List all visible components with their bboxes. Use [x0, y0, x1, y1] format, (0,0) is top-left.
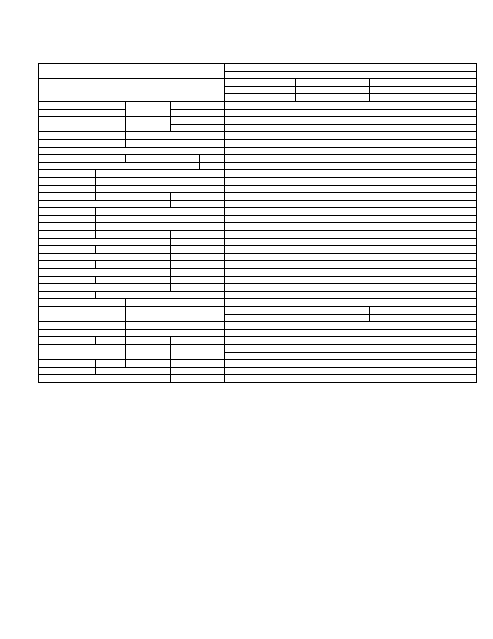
- row-value: [225, 64, 477, 72]
- table-row: [39, 269, 477, 277]
- dim-header: [370, 79, 477, 87]
- table-row: [39, 261, 477, 269]
- table-row: [39, 162, 477, 170]
- dim-value: [370, 86, 477, 94]
- row-label: [96, 185, 225, 193]
- row-value: [225, 246, 477, 254]
- row-value: [225, 177, 477, 185]
- row-value: [225, 314, 370, 322]
- row-label: [96, 223, 225, 231]
- row-label: [126, 344, 171, 359]
- row-value: [225, 124, 477, 132]
- table-row: [39, 322, 477, 330]
- table-row: [39, 375, 477, 383]
- row-label: [39, 170, 96, 178]
- row-label: [39, 132, 126, 140]
- table-row: [39, 200, 477, 208]
- table-row: [39, 307, 477, 315]
- row-value: [225, 223, 477, 231]
- row-value: [225, 215, 477, 223]
- row-label: [126, 322, 225, 330]
- row-label: [126, 299, 225, 307]
- row-label: [96, 215, 225, 223]
- row-value: [225, 253, 477, 261]
- row-value: [225, 101, 477, 109]
- table-row: [39, 276, 477, 284]
- row-label: [126, 155, 200, 163]
- row-label: [96, 208, 225, 216]
- row-label: [96, 246, 171, 254]
- table-row: [39, 64, 477, 72]
- row-label: [39, 246, 96, 254]
- row-value: [225, 109, 477, 117]
- row-value: [225, 71, 477, 79]
- row-value: [225, 337, 477, 345]
- table-row: [39, 139, 477, 147]
- row-label: [96, 337, 126, 345]
- row-value: [225, 155, 477, 163]
- table-row: [39, 344, 477, 352]
- table-row: [39, 79, 477, 87]
- row-value: [225, 291, 477, 299]
- row-value: [370, 314, 477, 322]
- row-label: [171, 200, 225, 208]
- row-label: [200, 155, 225, 163]
- row-value: [225, 284, 477, 292]
- table-row: [39, 101, 477, 109]
- row-label: [126, 117, 171, 132]
- dim-value: [225, 94, 296, 102]
- row-value: [225, 375, 477, 383]
- row-label: [171, 231, 225, 239]
- table-row: [39, 238, 477, 246]
- row-value: [225, 269, 477, 277]
- row-label: [171, 276, 225, 284]
- table-row: [39, 231, 477, 239]
- row-label: [39, 360, 96, 368]
- row-label: [171, 360, 225, 368]
- table-row: [39, 117, 477, 125]
- row-label: [171, 337, 225, 345]
- row-value: [225, 367, 477, 375]
- row-label: [96, 177, 225, 185]
- row-label: [39, 64, 225, 79]
- row-value: [225, 276, 477, 284]
- row-label: [96, 231, 171, 239]
- table-row: [39, 337, 477, 345]
- row-value: [225, 329, 477, 337]
- row-label: [96, 261, 171, 269]
- table-row: [39, 223, 477, 231]
- row-label: [126, 101, 171, 116]
- row-value: [370, 307, 477, 315]
- row-label: [96, 291, 225, 299]
- row-value: [225, 307, 370, 315]
- row-label: [171, 367, 225, 375]
- dim-value: [296, 94, 370, 102]
- row-label: [39, 139, 126, 147]
- table-row: [39, 208, 477, 216]
- row-value: [225, 208, 477, 216]
- table-row: [39, 329, 477, 337]
- row-value: [225, 352, 477, 360]
- row-label: [96, 276, 171, 284]
- table-row: [39, 253, 477, 261]
- row-label: [96, 170, 225, 178]
- table-row: [39, 185, 477, 193]
- row-value: [225, 299, 477, 307]
- table-row: [39, 367, 477, 375]
- row-label: [39, 261, 96, 269]
- row-value: [225, 360, 477, 368]
- row-value: [225, 322, 477, 330]
- table-row: [39, 291, 477, 299]
- table-row: [39, 155, 477, 163]
- row-value: [225, 132, 477, 140]
- row-label: [39, 101, 126, 109]
- row-label: [39, 367, 96, 375]
- row-label: [171, 124, 225, 132]
- row-label: [39, 109, 126, 117]
- row-value: [225, 170, 477, 178]
- row-label: [39, 147, 225, 155]
- table-row: [39, 177, 477, 185]
- row-value: [225, 231, 477, 239]
- row-label: [126, 139, 225, 147]
- row-label: [39, 79, 225, 102]
- table-row: [39, 215, 477, 223]
- row-label: [126, 337, 171, 345]
- row-label: [126, 132, 225, 140]
- row-label: [171, 375, 225, 383]
- table-row: [39, 147, 477, 155]
- row-label: [126, 329, 225, 337]
- row-label: [171, 109, 225, 117]
- dim-value: [225, 86, 296, 94]
- row-label: [171, 284, 225, 292]
- row-value: [225, 117, 477, 125]
- row-label: [171, 101, 225, 109]
- table-row: [39, 193, 477, 201]
- row-label: [171, 117, 225, 125]
- row-label: [200, 162, 225, 170]
- engine-spec-table: [38, 63, 477, 383]
- row-value: [225, 261, 477, 269]
- row-label: [126, 307, 225, 322]
- table-row: [39, 132, 477, 140]
- dim-header: [225, 79, 296, 87]
- row-value: [225, 139, 477, 147]
- row-label: [171, 253, 225, 261]
- dim-value: [370, 94, 477, 102]
- row-value: [225, 200, 477, 208]
- table-row: [39, 299, 477, 307]
- row-label: [171, 261, 225, 269]
- row-value: [225, 147, 477, 155]
- row-label: [171, 246, 225, 254]
- row-value: [225, 162, 477, 170]
- table-row: [39, 170, 477, 178]
- row-value: [225, 344, 477, 352]
- row-label: [39, 177, 96, 185]
- row-value: [225, 185, 477, 193]
- row-label: [171, 193, 225, 201]
- row-value: [225, 238, 477, 246]
- row-label: [171, 238, 225, 246]
- row-label: [126, 360, 171, 368]
- table-row: [39, 284, 477, 292]
- row-label: [96, 193, 171, 201]
- table-row: [39, 109, 477, 117]
- row-value: [225, 193, 477, 201]
- table-row: [39, 360, 477, 368]
- row-label: [171, 269, 225, 277]
- dim-value: [296, 86, 370, 94]
- row-label: [171, 344, 225, 359]
- dim-header: [296, 79, 370, 87]
- table-row: [39, 246, 477, 254]
